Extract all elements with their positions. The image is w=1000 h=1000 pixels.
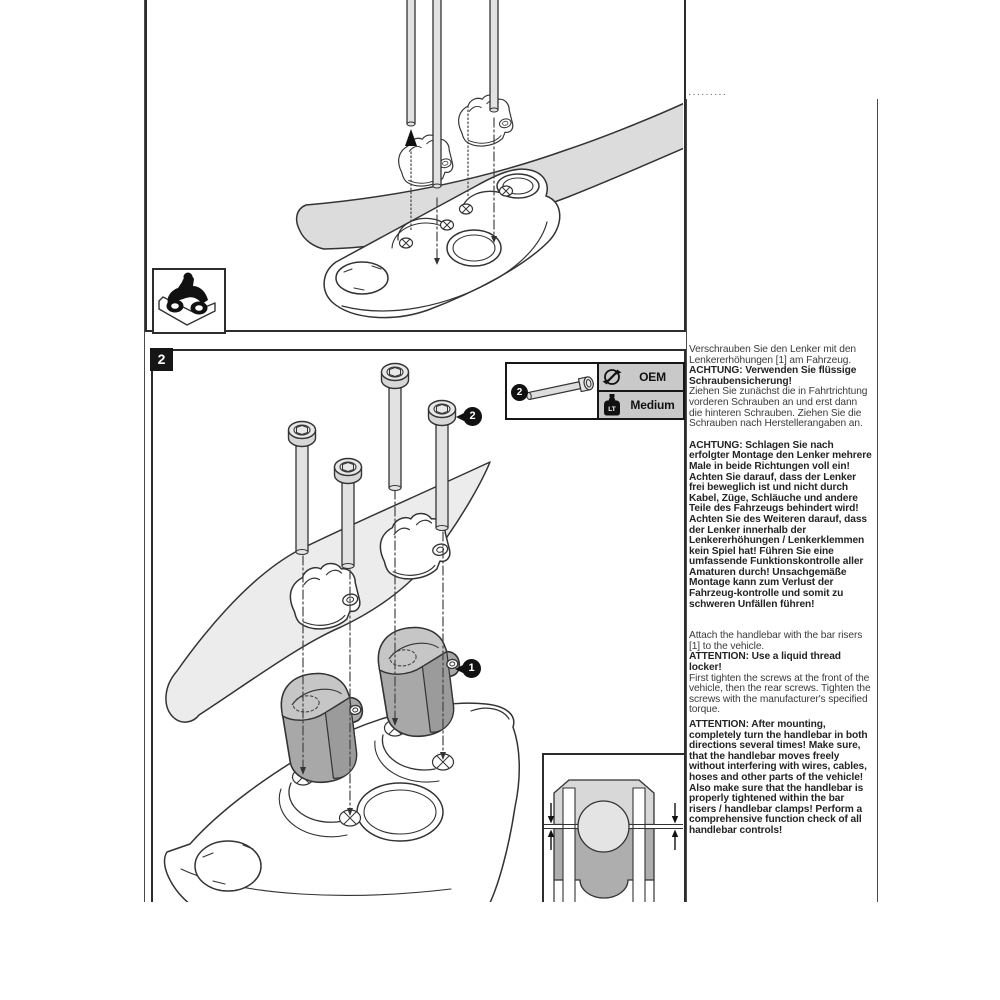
callout-screw: 2 <box>463 407 482 426</box>
legend-part-cell <box>507 364 597 418</box>
motorcycle-icon-box <box>152 268 226 334</box>
de-intro: Verschrauben Sie den Lenker mit den Lenkererhöhungen [1] am Fahrzeug. <box>689 344 856 366</box>
clipped-text-fragment: ········· <box>688 90 727 98</box>
handlebar-section <box>578 801 629 852</box>
step1-diagram <box>146 0 683 330</box>
clamp-gap-inset <box>542 753 686 904</box>
instruction-text-column <box>689 345 873 837</box>
clamp-top-right-step1 <box>454 91 517 151</box>
threadlocker-bottle-icon <box>599 394 625 416</box>
legend-label-medium: Medium <box>630 398 675 412</box>
de-warning-function-check: ACHTUNG: Schlagen Sie nach erfolgter Montage den Lenker mehrere Male in beide Richtungen voll ein! Achten Sie darauf, dass der Lenker frei beweglich ist und nicht durch Kabel, Züge, Schläuche und andere Teile des Fahrzeugs behindert wird! Achten Sie des Weiteren darauf, dass der Lenker innerhalb der Lenkererhöhungen / Lenkerklemmen kein Spiel hat! Führen Sie eine umfassende Funktionskontrolle aller Amaturen durch! Unsachgemäße Montage kann zum Verlust der Fahrzeug-kontrolle und somit zu schweren Unfällen führen! <box>689 439 872 610</box>
legend-row-threadlocker <box>599 392 683 418</box>
insert-direction-arrow <box>405 129 417 146</box>
page-bottom-mask <box>0 902 1000 1000</box>
en-warning-threadlocker: ATTENTION: Use a liquid thread locker! <box>689 651 841 674</box>
legend-label-oem: OEM <box>639 370 666 384</box>
text-column-left-rule <box>686 99 687 902</box>
legend-row-oem <box>599 364 683 392</box>
english-attention-paragraph <box>689 720 873 837</box>
text-column-right-rule <box>877 99 878 902</box>
de-warning-threadlocker: ACHTUNG: Verwenden Sie flüssige Schraubensicherung! <box>689 365 857 387</box>
en-body: First tighten the screws at the front of the vehicle, then the rear screws. Tighten the screws with the manufacturer's specified torque. <box>689 672 871 716</box>
hardware-legend <box>505 362 685 420</box>
en-warning-function-check: ATTENTION: After mounting, completely turn the handlebar in both directions several times! Make sure, that the handlebar moves freely without interfering with wires, cables, hoses and other parts of the vehicle! Also make sure that the handlebar is properly tightened within the bar risers / handlebar clamps! Perform a comprehensive function check of all handlebar controls! <box>689 719 868 836</box>
legend-part-badge: 2 <box>511 384 528 401</box>
legend-spec-column <box>597 364 683 418</box>
clamp-top-left-step1 <box>394 131 457 191</box>
english-step-paragraph <box>689 631 873 716</box>
german-attention-paragraph <box>689 441 873 611</box>
clamp-gap-diagram <box>544 755 683 903</box>
motorcycle-icon <box>154 270 220 328</box>
no-oem-reuse-icon <box>599 367 625 387</box>
de-body: Ziehen Sie zunächst die in Fahrtrichtung vorderen Schrauben an und erst dann die hinteren Schrauben. Ziehen Sie die Schrauben nach Herstellerangaben an. <box>689 386 868 430</box>
svg-text:LT: LT <box>608 406 616 413</box>
en-intro: Attach the handlebar with the bar risers [1] to the vehicle. <box>689 630 863 652</box>
callout-bar-riser: 1 <box>462 659 481 678</box>
step-number: 2 <box>150 348 173 371</box>
german-step-paragraph <box>689 345 873 430</box>
